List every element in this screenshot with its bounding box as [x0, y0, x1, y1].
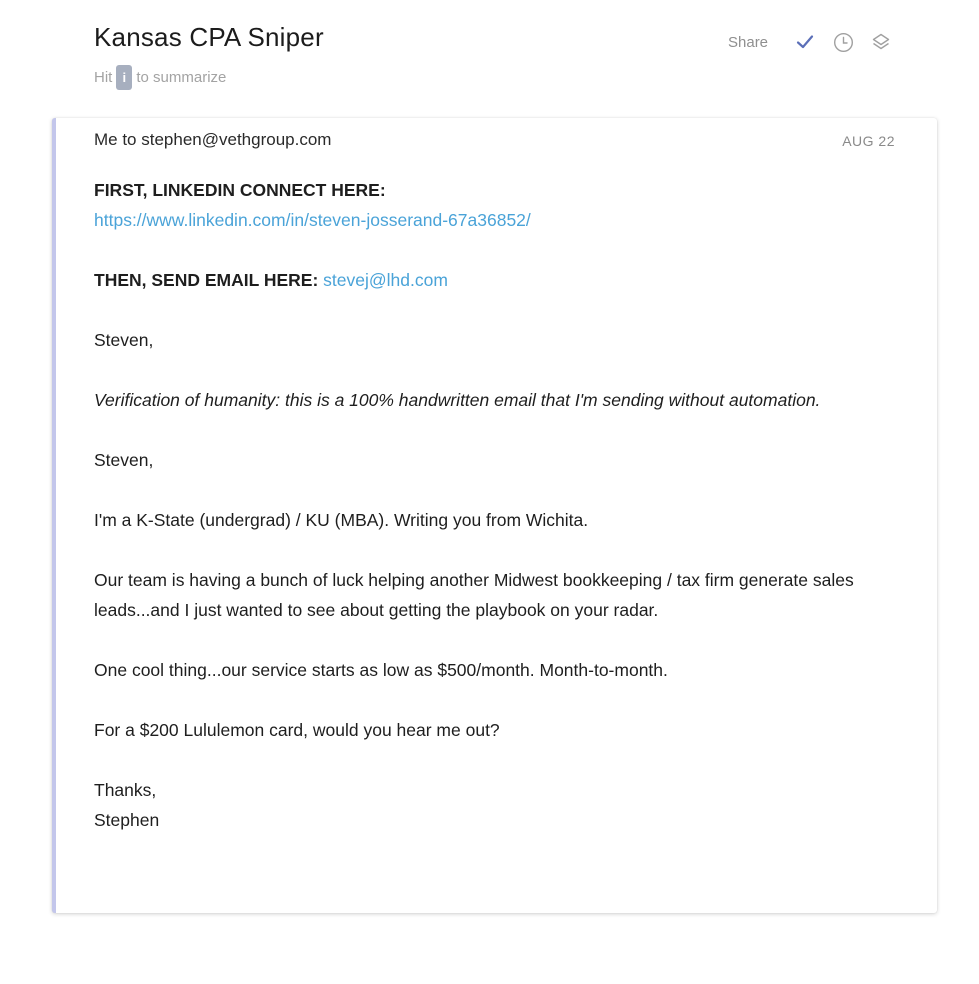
- hint-suffix: to summarize: [136, 69, 227, 86]
- email-header: [0, 0, 979, 110]
- paragraph-2: Our team is having a bunch of luck helping another Midwest bookkeeping / tax firm generate sales leads...and I just wanted to see about getting the playbook on your radar.: [94, 570, 854, 620]
- signoff-block: [94, 775, 894, 835]
- message-date: AUG 22: [842, 133, 895, 149]
- message-body: [94, 175, 894, 865]
- linkedin-link[interactable]: https://www.linkedin.com/in/steven-josserand-67a36852/: [94, 210, 531, 230]
- email-subject: Kansas CPA Sniper: [94, 22, 324, 52]
- signature: Stephen: [94, 810, 160, 830]
- greeting-2: Steven,: [94, 450, 154, 470]
- email-heading: THEN, SEND EMAIL HERE:: [94, 270, 319, 290]
- hint-prefix: Hit: [94, 69, 113, 86]
- paragraph-1: I'm a K-State (undergrad) / KU (MBA). Writing you from Wichita.: [94, 510, 589, 530]
- verification-line: [94, 385, 894, 415]
- linkedin-heading: FIRST, LINKEDIN CONNECT HERE:: [94, 180, 386, 200]
- paragraph-4: For a $200 Lululemon card, would you hear me out?: [94, 720, 500, 740]
- linkedin-block: [94, 175, 894, 235]
- summarize-hint: [94, 65, 226, 90]
- email-block: [94, 265, 894, 295]
- share-button[interactable]: Share: [728, 33, 769, 51]
- paragraph-3: One cool thing...our service starts as low as $500/month. Month-to-month.: [94, 660, 668, 680]
- greeting-1: Steven,: [94, 330, 154, 350]
- email-actions: [728, 30, 908, 54]
- checkmark-icon[interactable]: [794, 31, 816, 53]
- layers-icon[interactable]: [870, 31, 892, 53]
- signoff: Thanks,: [94, 780, 157, 800]
- clock-icon[interactable]: [832, 31, 854, 53]
- message-card: [52, 118, 937, 913]
- email-link[interactable]: stevej@lhd.com: [323, 270, 448, 290]
- summarize-shortcut-key[interactable]: i: [116, 65, 132, 90]
- verification-text: Verification of humanity: this is a 100% handwritten email that I'm sending without automation.: [94, 390, 821, 410]
- message-from-line: Me to stephen@vethgroup.com: [94, 130, 332, 149]
